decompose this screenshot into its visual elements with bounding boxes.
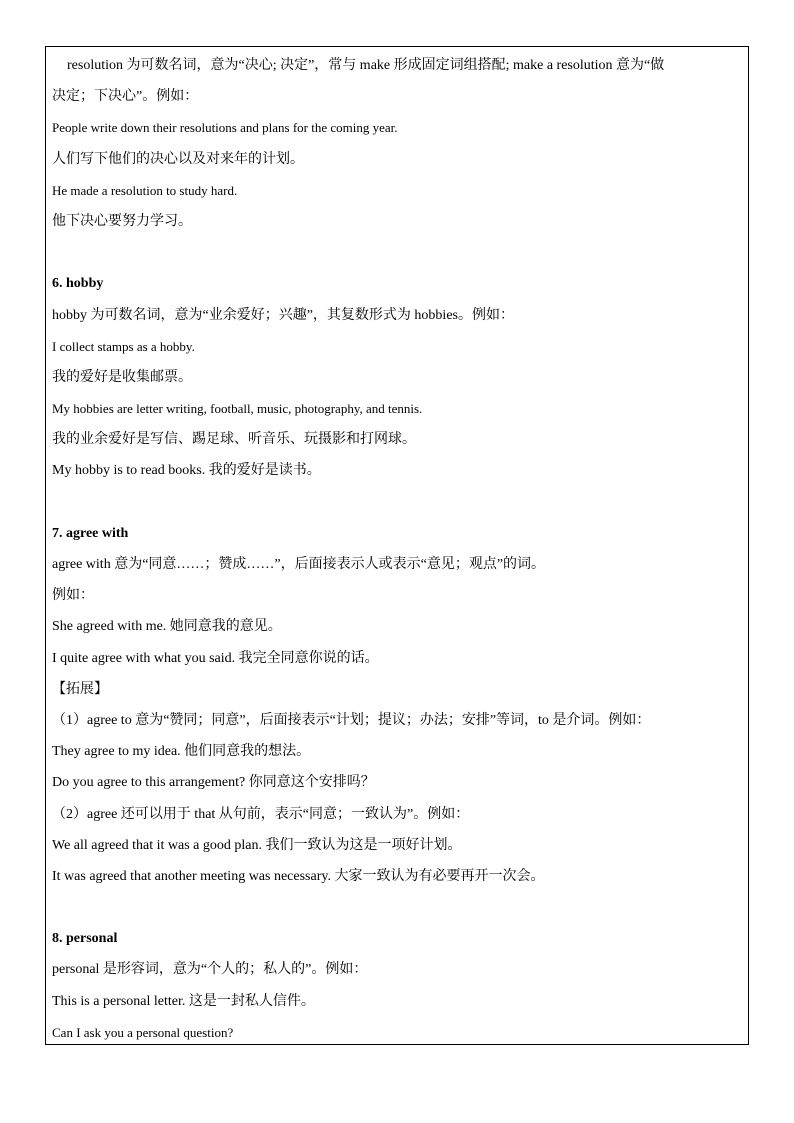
text-line: We all agreed that it was a good plan. 我们一致认为这是一项好计划。 <box>52 837 462 853</box>
text-line: They agree to my idea. 他们同意我的想法。 <box>52 744 311 760</box>
text-line: This is a personal letter. 这是一封私人信件。 <box>52 993 315 1009</box>
blank-line <box>52 487 746 518</box>
text-line: resolution 为可数名词，意为“决心; 决定”，常与 make 形成固定词组搭配; make a resolution 意为“做 <box>67 58 665 73</box>
text-line: 我的业余爱好是写信、踢足球、听音乐、玩摄影和打网球。 <box>52 432 416 448</box>
text-line: （1）agree to 意为“赞同；同意”，后面接表示“计划；提议；办法；安排”等词，to 是介词。例如： <box>52 712 651 728</box>
text-line: My hobbies are letter writing, football, music, photography, and tennis. <box>52 401 423 417</box>
blank-line <box>52 237 746 268</box>
text-line: 决定；下决心”。例如： <box>52 89 199 105</box>
section-heading: 6. hobby <box>52 276 104 292</box>
text-line: I quite agree with what you said. 我完全同意你说的话。 <box>52 650 379 666</box>
text-line: It was agreed that another meeting was necessary. 大家一致认为有必要再开一次会。 <box>52 868 545 884</box>
text-line: I collect stamps as a hobby. <box>52 338 195 354</box>
text-line: He made a resolution to study hard. <box>52 182 238 198</box>
text-line: 他下决心要努力学习。 <box>52 213 192 229</box>
text-line: hobby 为可数名词，意为“业余爱好；兴趣”，其复数形式为 hobbies。例如： <box>52 307 514 323</box>
text-line: 例如： <box>52 588 94 604</box>
text-line: 【拓展】 <box>52 681 108 697</box>
text-line: She agreed with me. 她同意我的意见。 <box>52 619 282 635</box>
blank-line <box>52 892 746 923</box>
text-line: Can I ask you a personal question? <box>52 1024 234 1040</box>
text-line: personal 是形容词，意为“个人的；私人的”。例如： <box>52 962 368 978</box>
text-line: 我的爱好是收集邮票。 <box>52 369 192 385</box>
text-line: My hobby is to read books. 我的爱好是读书。 <box>52 463 321 479</box>
section-heading: 7. agree with <box>52 525 129 541</box>
text-line: （2）agree 还可以用于 that 从句前，表示“同意；一致认为”。例如： <box>52 806 470 822</box>
section-heading: 8. personal <box>52 931 118 947</box>
text-line: Do you agree to this arrangement? 你同意这个安排吗？ <box>52 775 375 791</box>
document-body <box>52 50 746 1048</box>
text-line: agree with 意为“同意……；赞成……”，后面接表示人或表示“意见；观点”的词。 <box>52 557 546 572</box>
text-line: People write down their resolutions and plans for the coming year. <box>52 120 398 136</box>
text-line: 人们写下他们的决心以及对来年的计划。 <box>52 151 304 167</box>
